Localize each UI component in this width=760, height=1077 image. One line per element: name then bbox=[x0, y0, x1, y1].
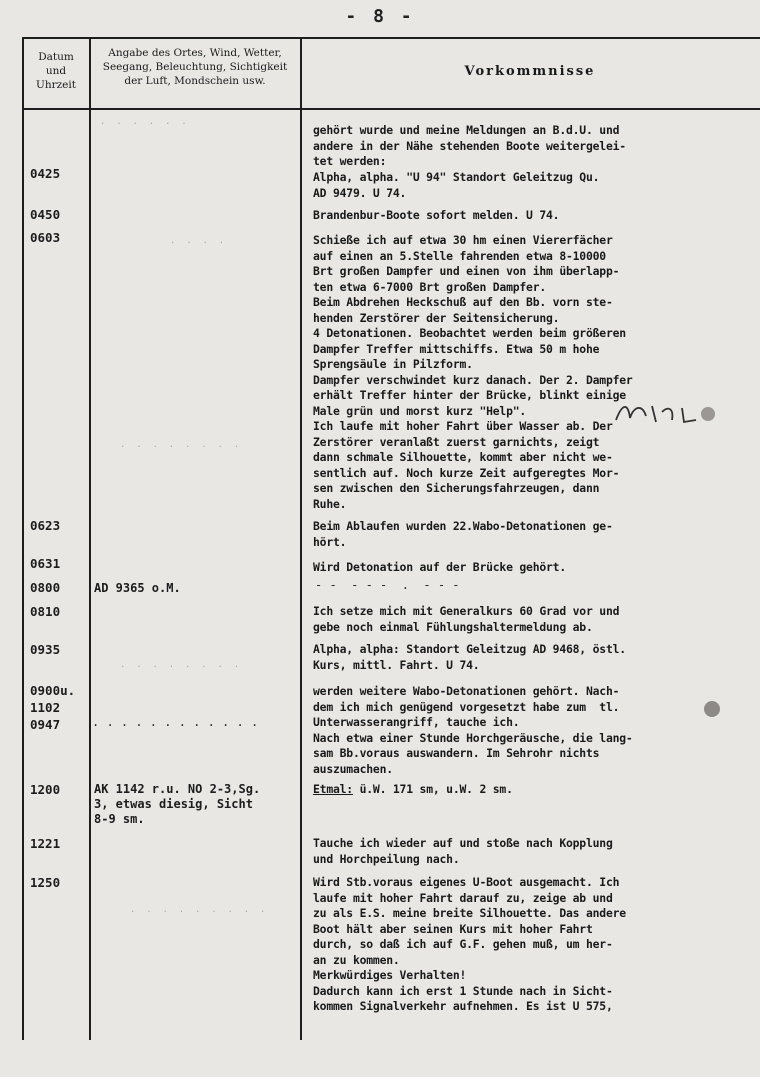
entry-text: Ich setze mich mit Generalkurs 60 Grad vor und gebe noch einmal Fühlungshaltermeldung ab. bbox=[313, 604, 620, 634]
entry-time: 0425 bbox=[30, 166, 61, 181]
entry-time: 0900u. 1102 0947 bbox=[30, 683, 76, 732]
table-top-rule bbox=[22, 37, 760, 39]
entry-text: Tauche ich wieder auf und stoße nach Kopplung und Horchpeilung nach. bbox=[313, 836, 613, 866]
bleed-through-mark: . . . . . . bbox=[100, 117, 187, 127]
entry-time: 0935 bbox=[30, 642, 61, 657]
entry-text: Wird Stb.voraus eigenes U-Boot ausgemacht. Ich laufe mit hoher Fahrt darauf zu, zeige ab und zu als E.S. meine breite Silhouette. Das andere Boot hält aber seinen Kurs mit hoher Fahrt durch, so daß ich auf G.F. gehen muß, um her- an zu kommen. Merkwürdiges Verhalten! Dadurch kann ich erst 1 Stunde nach in Sicht- kommen Signalverkehr aufnehmen. Es ist U 575, bbox=[313, 875, 626, 1013]
entry-text: werden weitere Wabo-Detonationen gehört. Nach- dem ich mich genügend vorgesetzt habe zum tl. Unterwasserangriff, tauche ich. Nach etwa einer Stunde Horchgeräusche, die lang- sam Bb.voraus auswandern. Im Sehrohr nichts auszumachen. bbox=[313, 684, 633, 776]
bleed-through-mark: . . . . bbox=[170, 236, 225, 246]
ink-blot-mark bbox=[700, 697, 724, 721]
entry-time: 0450 bbox=[30, 207, 61, 222]
entry-text: gehört wurde und meine Meldungen an B.d.U. und andere in der Nähe stehenden Boote weitergelei- tet werden: bbox=[313, 123, 626, 168]
entry-time: 1250 bbox=[30, 875, 61, 890]
handwritten-initials-mark bbox=[612, 398, 722, 428]
etmal-label: Etmal: bbox=[313, 782, 353, 796]
entry-time: 0623 bbox=[30, 518, 61, 533]
entry-time: 0603 bbox=[30, 230, 61, 245]
page-number: - 8 - bbox=[345, 6, 415, 27]
entry-text: Schieße ich auf etwa 30 hm einen Viererfächer auf einen an 5.Stelle fahrenden etwa 8-10000 Brt großen Dampfer und einen von ihm überlapp- ten etwa 6-7000 Brt großen Dampfer. Beim Abdrehen Heckschuß auf den Bb. vorn ste- henden Zerstörer der Seitensicherung. 4 Detonationen. Beobachtet werden beim größeren Dampfer Treffer mittschiffs. Etwa 50 m hohe Sprengsäule in Pilzform. Dampfer verschwindet kurz danach. Der 2. Dampfer erhält Treffer hinter der Brücke, blinkt einige Male grün und morst kurz "Help". Ich laufe mit hoher Fahrt über Wasser ab. Der Zerstörer veranlaßt zuerst garnichts, zeigt dann schmale Silhouette, kommt aber nicht we- sentlich auf. Noch kurze Zeit aufgeregtes Mor- sen zwischen den Sicherungsfahrzeugen, dann Ruhe. bbox=[313, 233, 633, 511]
entry-text: Etmal: ü.W. 171 sm, u.W. 2 sm. bbox=[313, 782, 513, 796]
entry-time: 0810 bbox=[30, 604, 61, 619]
entry-text: Alpha, alpha: Standort Geleitzug AD 9468, östl. Kurs, mittl. Fahrt. U 74. bbox=[313, 642, 626, 672]
header-location-weather: Angabe des Ortes, Wind, Wetter, Seegang, Beleuchtung, Sichtigkeit der Luft, Mondschein usw. bbox=[102, 47, 288, 87]
header-bottom-rule bbox=[22, 108, 760, 110]
entry-location: AD 9365 o.M. bbox=[94, 581, 181, 595]
header-date-time: Datum und Uhrzeit bbox=[36, 51, 76, 91]
entry-text: Brandenbur-Boote sofort melden. U 74. bbox=[313, 208, 560, 222]
entry-time: 0631 bbox=[30, 556, 61, 571]
entry-text: Alpha, alpha. "U 94" Standort Geleitzug Qu. AD 9479. U 74. bbox=[313, 170, 600, 200]
entry-time: 1200 bbox=[30, 782, 61, 797]
entry-time: 1221 bbox=[30, 836, 61, 851]
column-rule-left bbox=[22, 37, 24, 1040]
entry-location: AK 1142 r.u. NO 2-3,Sg. 3, etwas diesig, Sicht 8-9 sm. bbox=[94, 782, 261, 826]
entry-text: Wird Detonation auf der Brücke gehört. bbox=[313, 560, 566, 574]
dotted-leader: - - - - - . - - - bbox=[315, 578, 460, 592]
bleed-through-mark: . . . . . . . . bbox=[120, 440, 240, 450]
bleed-through-mark: . . . . . . . . . bbox=[130, 905, 266, 915]
header-occurrences: Vorkommnisse bbox=[464, 64, 596, 79]
bleed-through-mark: . . . . . . . . bbox=[120, 660, 240, 670]
dotted-leader: . . . . . . . . . . . . bbox=[92, 715, 259, 729]
entry-time: 0800 bbox=[30, 580, 61, 595]
column-rule-2 bbox=[300, 37, 302, 1040]
entry-text: Beim Ablaufen wurden 22.Wabo-Detonationen ge- hört. bbox=[313, 519, 613, 549]
